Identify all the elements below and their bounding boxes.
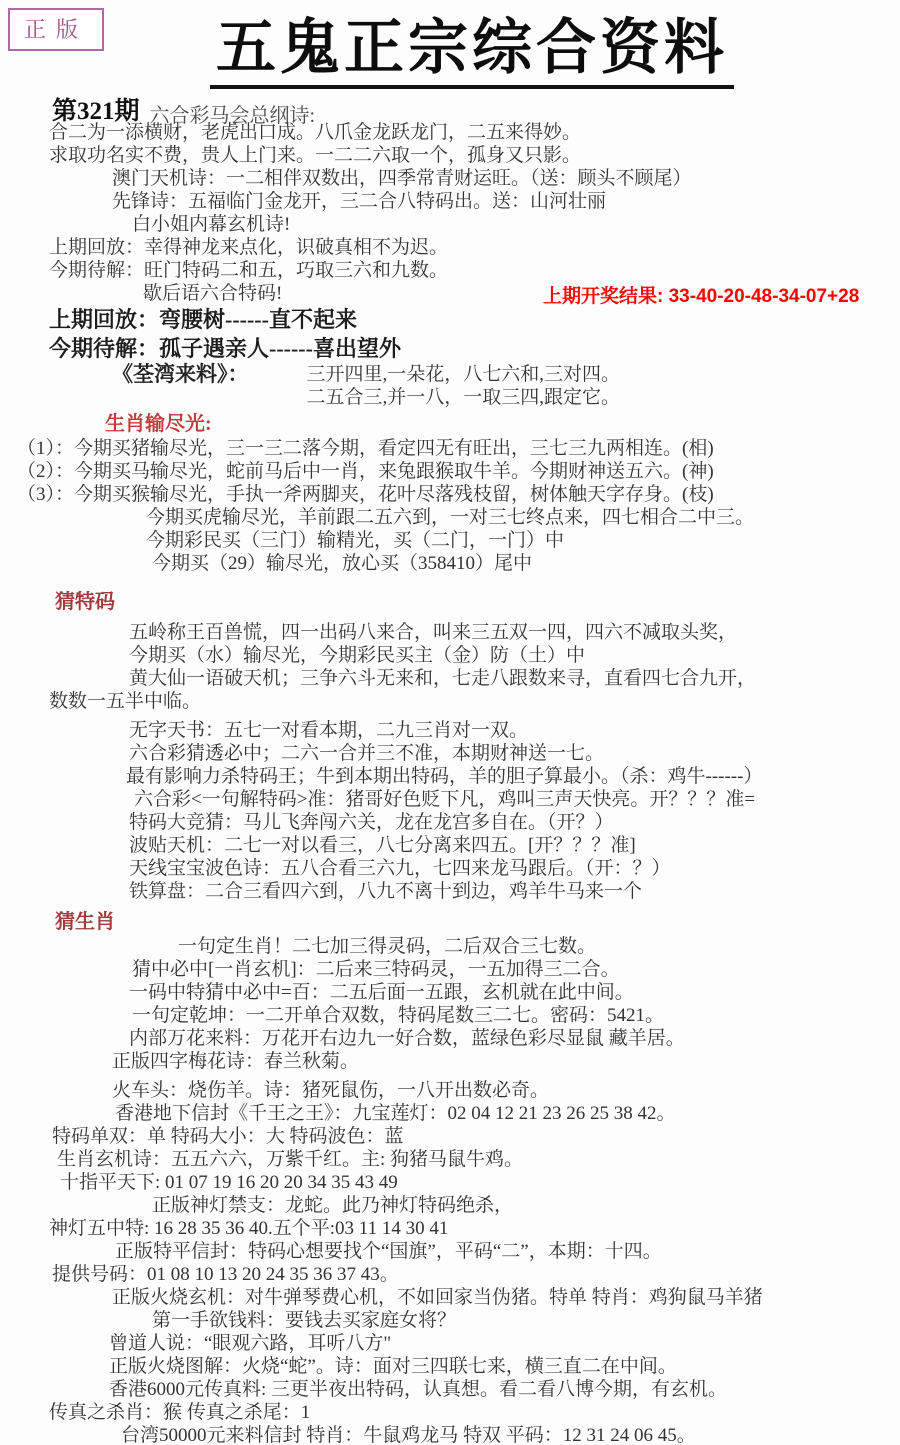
doc-line: 天线宝宝波色诗：五八合看三六九，七四来龙马跟后。（开：？） [129, 858, 671, 879]
doc-line: 传真之杀肖：猴 传真之杀尾：1 [49, 1402, 311, 1423]
doc-line: 最有影响力杀特码王；牛到本期出特码，羊的胆子算最小。（杀：鸡牛------） [126, 766, 763, 787]
doc-line: 火车头：烧伤羊。诗：猪死鼠伤，一八开出数必奇。 [112, 1080, 550, 1101]
quanwan-verse-line1: 三开四里,一朵花，八七六和,三对四。 [306, 364, 621, 385]
doc-line: 生肖玄机诗：五五六六，万紫千红。主: 狗猪马鼠牛鸡。 [57, 1149, 524, 1170]
doc-line: 今期买（水）输尽光，今期彩民买主（金）防（土）中 [129, 645, 586, 666]
doc-line: 五岭称王百兽慌，四一出码八来合，叫来三五双一四，四六不减取头奖， [129, 622, 738, 643]
doc-line: 先锋诗：五福临门金龙开，三二合八特码出。送：山河壮丽 [112, 191, 607, 212]
doc-line: 上期回放：弯腰树------直不起来 [49, 307, 357, 332]
doc-line: 特码单双：单 特码大小：大 特码波色：蓝 [52, 1126, 404, 1147]
doc-line: 合二为一添横财，老虎出口成。八爪金龙跃龙门，二五来得妙。 [49, 122, 582, 143]
doc-line: 台湾50000元来料信封 特肖：牛鼠鸡龙马 特双 平码：12 31 24 06 45。 [121, 1425, 696, 1445]
doc-line: 今期买虎输尽光，羊前跟二五六到，一对三七终点来，四七相合二中三。 [146, 507, 755, 528]
issue-row [0, 91, 900, 127]
quanwan-verse-line2: 二五合三,并一八，一取三四,跟定它。 [306, 387, 621, 408]
doc-line: 今期彩民买（三门）输精光，买（二门，一门）中 [146, 530, 565, 551]
doc-line: 一码中特猜中必中=百：二五后面一五跟，玄机就在此中间。 [129, 982, 634, 1003]
doc-line: 歇后语六合特码! [143, 283, 283, 304]
doc-line: 特码大竞猜：马儿飞奔闯六关，龙在龙宫多自在。（开？） [129, 812, 614, 833]
doc-line: 求取功名实不费，贵人上门来。一二二六取一个，孤身又只影。 [49, 145, 582, 166]
authentic-badge [8, 8, 104, 51]
doc-lines-main [0, 411, 900, 1445]
doc-line: 今期买（29）输尽光，放心买（358410）尾中 [152, 553, 533, 574]
doc-line: 铁算盘：二合三看四六到，八九不离十到边，鸡羊牛马来一个 [129, 881, 643, 902]
doc-line: 黄大仙一语破天机；三争六斗无来和，七走八跟数来寻，直看四七合九开， [129, 668, 757, 689]
doc-line: 无字天书：五七一对看本期，二九三肖对一双。 [129, 720, 529, 741]
doc-line: 六合彩<一句解特码>准：猪哥好色贬下凡，鸡叫三声天快亮。开？？？准= [134, 789, 756, 810]
quanwan-label: 《荃湾来料》： [112, 362, 249, 386]
doc-line: （1）：今期买猪输尽光，三一三二落今期，看定四无有旺出，三七三九两相连。(相) [17, 438, 714, 459]
doc-line: 曾道人说：“眼观六路，耳听八方" [109, 1333, 392, 1354]
doc-line: 今期待解：孤子遇亲人------喜出望外 [49, 336, 401, 361]
issue-number: 第321期 [52, 98, 140, 125]
doc-line: 十指平天下: 01 07 19 16 20 20 34 35 43 49 [60, 1172, 398, 1193]
doc-line: （3）：今期买猴输尽光，手执一斧两脚夹，花叶尽落残枝留，树体触天字存身。(枝) [17, 484, 714, 505]
doc-lines-top [0, 121, 900, 363]
doc-line: 正版火烧玄机：对牛弹琴费心机，不如回家当伪猪。特单 特肖：鸡狗鼠马羊猪 [112, 1287, 763, 1308]
doc-line: 猜特码 [55, 591, 115, 613]
doc-line: 猜生肖 [55, 911, 115, 933]
doc-line: 白小姐内幕玄机诗! [132, 214, 291, 235]
doc-line: 生肖输尽光: [105, 413, 212, 435]
doc-line: 猜中必中[一肖玄机]：二后来三特码灵，一五加得三二合。 [132, 959, 620, 980]
doc-line: 一句定生肖！二七加三得灵码，二后双合三七数。 [178, 936, 597, 957]
quanwan-verse [307, 363, 621, 409]
doc-line: 正版四字梅花诗：春兰秋菊。 [112, 1051, 360, 1072]
doc-line: 上期回放：幸得神龙来点化，识破真相不为迟。 [49, 237, 449, 258]
doc-line: 正版火烧图解：火烧“蛇”。诗：面对三四联七来，横三直二在中间。 [109, 1356, 677, 1377]
doc-line: 六合彩猜透必中；二六一合并三不准，本期财神送一七。 [129, 743, 605, 764]
doc-line: 第一手欲钱料：要钱去买家庭女将？ [152, 1310, 457, 1331]
doc-line: 正版特平信封：特码心想要找个“国旗”，平码“二”，本期：十四。 [115, 1241, 662, 1262]
page-title: 五鬼正宗综合资料 [210, 14, 734, 89]
doc-line: 香港6000元传真料: 三更半夜出特码，认真想。看二看八博今期，有玄机。 [109, 1379, 728, 1400]
doc-line: 一句定乾坤：一二开单合双数，特码尾数三二七。密码：5421。 [132, 1005, 665, 1026]
last-draw-result: 上期开奖结果: 33-40-20-48-34-07+28 [543, 286, 860, 307]
doc-line: （2）：今期买马输尽光，蛇前马后中一肖，来兔跟猴取牛羊。今期财神送五六。(神) [17, 461, 714, 482]
doc-line: 提供号码：01 08 10 13 20 24 35 36 37 43。 [52, 1264, 399, 1285]
master-poem-label: 六合彩马会总纲诗: [149, 105, 316, 127]
doc-line: 今期待解：旺门特码二和五，巧取三六和九数。 [49, 260, 449, 281]
doc-line: 香港地下信封《千王之王》：九宝莲灯：02 04 12 21 23 26 25 38 42。 [115, 1103, 676, 1124]
doc-line: 神灯五中特: 16 28 35 36 40.五个平:03 11 14 30 41 [49, 1218, 449, 1239]
quanwan-block [0, 363, 900, 409]
doc-line: 内部万花来料：万花开右边九一好合数，蓝绿色彩尽显鼠 藏羊居。 [129, 1028, 685, 1049]
doc-line: 正版神灯禁支：龙蛇。此乃神灯特码绝杀， [152, 1195, 514, 1216]
doc-line: 数数一五半中临。 [49, 691, 202, 712]
badge-label: 正版 [24, 17, 89, 42]
doc-line: 澳门天机诗：一二相伴双数出，四季常青财运旺。（送：顾头不顾尾） [112, 168, 692, 189]
doc-line: 波贴天机：二七一对以看三，八七分离来四五。[开？？？准] [129, 835, 636, 856]
